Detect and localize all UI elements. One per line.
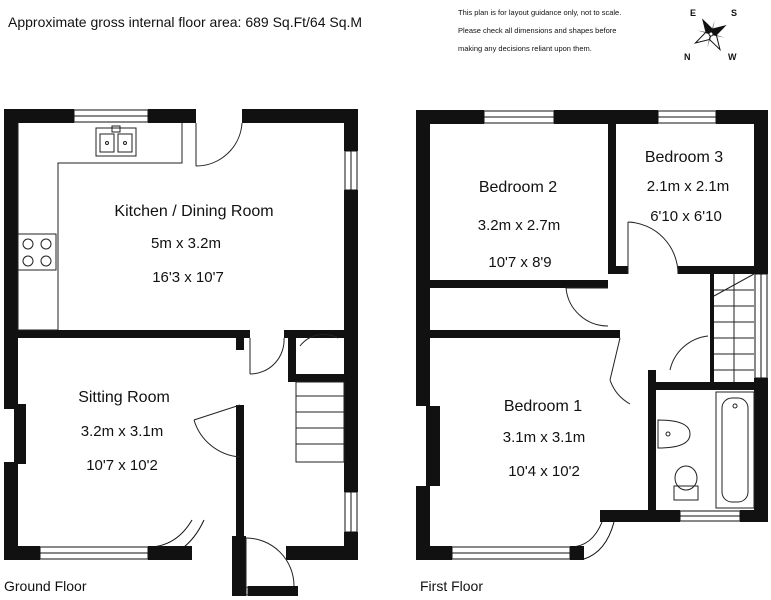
bedroom-1-metric: 3.1m x 3.1m <box>502 429 586 446</box>
kitchen-name: Kitchen / Dining Room <box>114 203 274 220</box>
bedroom-2-name: Bedroom 2 <box>478 179 558 196</box>
first-floor-doors <box>566 222 708 404</box>
disclaimer-line-3: making any decisions reliant upon them. <box>458 44 592 53</box>
disclaimer-line-2: Please check all dimensions and shapes before <box>458 26 617 35</box>
bedroom-3-imperial: 6'10 x 6'10 <box>650 208 722 225</box>
ground-floor-label: Ground Floor <box>4 578 87 594</box>
bedroom-1-imperial: 10'4 x 10'2 <box>508 463 580 480</box>
ground-floor-doors <box>194 123 338 586</box>
ground-floor-stairs <box>296 382 344 462</box>
first-floor-label: First Floor <box>420 578 483 594</box>
first-floor-plan <box>416 110 768 560</box>
ground-floor-windows <box>40 110 357 595</box>
sitting-room-imperial: 10'7 x 10'2 <box>86 457 158 474</box>
compass-north: E <box>690 8 697 18</box>
compass-south: S <box>731 8 738 18</box>
bedroom-3-metric: 2.1m x 2.1m <box>646 178 730 195</box>
bedroom-2-imperial: 10'7 x 8'9 <box>488 254 552 271</box>
kitchen-metric: 5m x 3.2m <box>150 235 222 252</box>
bedroom-2-metric: 3.2m x 2.7m <box>477 217 561 234</box>
ground-floor-plan <box>4 109 358 596</box>
bathroom-fittings <box>658 392 754 508</box>
first-floor-stairs <box>714 274 754 382</box>
bedroom-1-name: Bedroom 1 <box>503 398 583 415</box>
ground-floor-walls <box>4 109 358 596</box>
kitchen-worktop <box>18 123 182 330</box>
compass-west: W <box>728 52 737 62</box>
disclaimer-line-1: This plan is for layout guidance only, not to scale. <box>458 8 622 17</box>
kitchen-imperial: 16'3 x 10'7 <box>152 269 224 286</box>
sitting-room-name: Sitting Room <box>78 389 170 406</box>
compass-north-letter: N <box>684 52 691 62</box>
bedroom-3-name: Bedroom 3 <box>644 149 724 166</box>
floor-area-text: Approximate gross internal floor area: 689 Sq.Ft/64 Sq.M <box>8 14 363 30</box>
sitting-room-metric: 3.2m x 3.1m <box>80 423 164 440</box>
